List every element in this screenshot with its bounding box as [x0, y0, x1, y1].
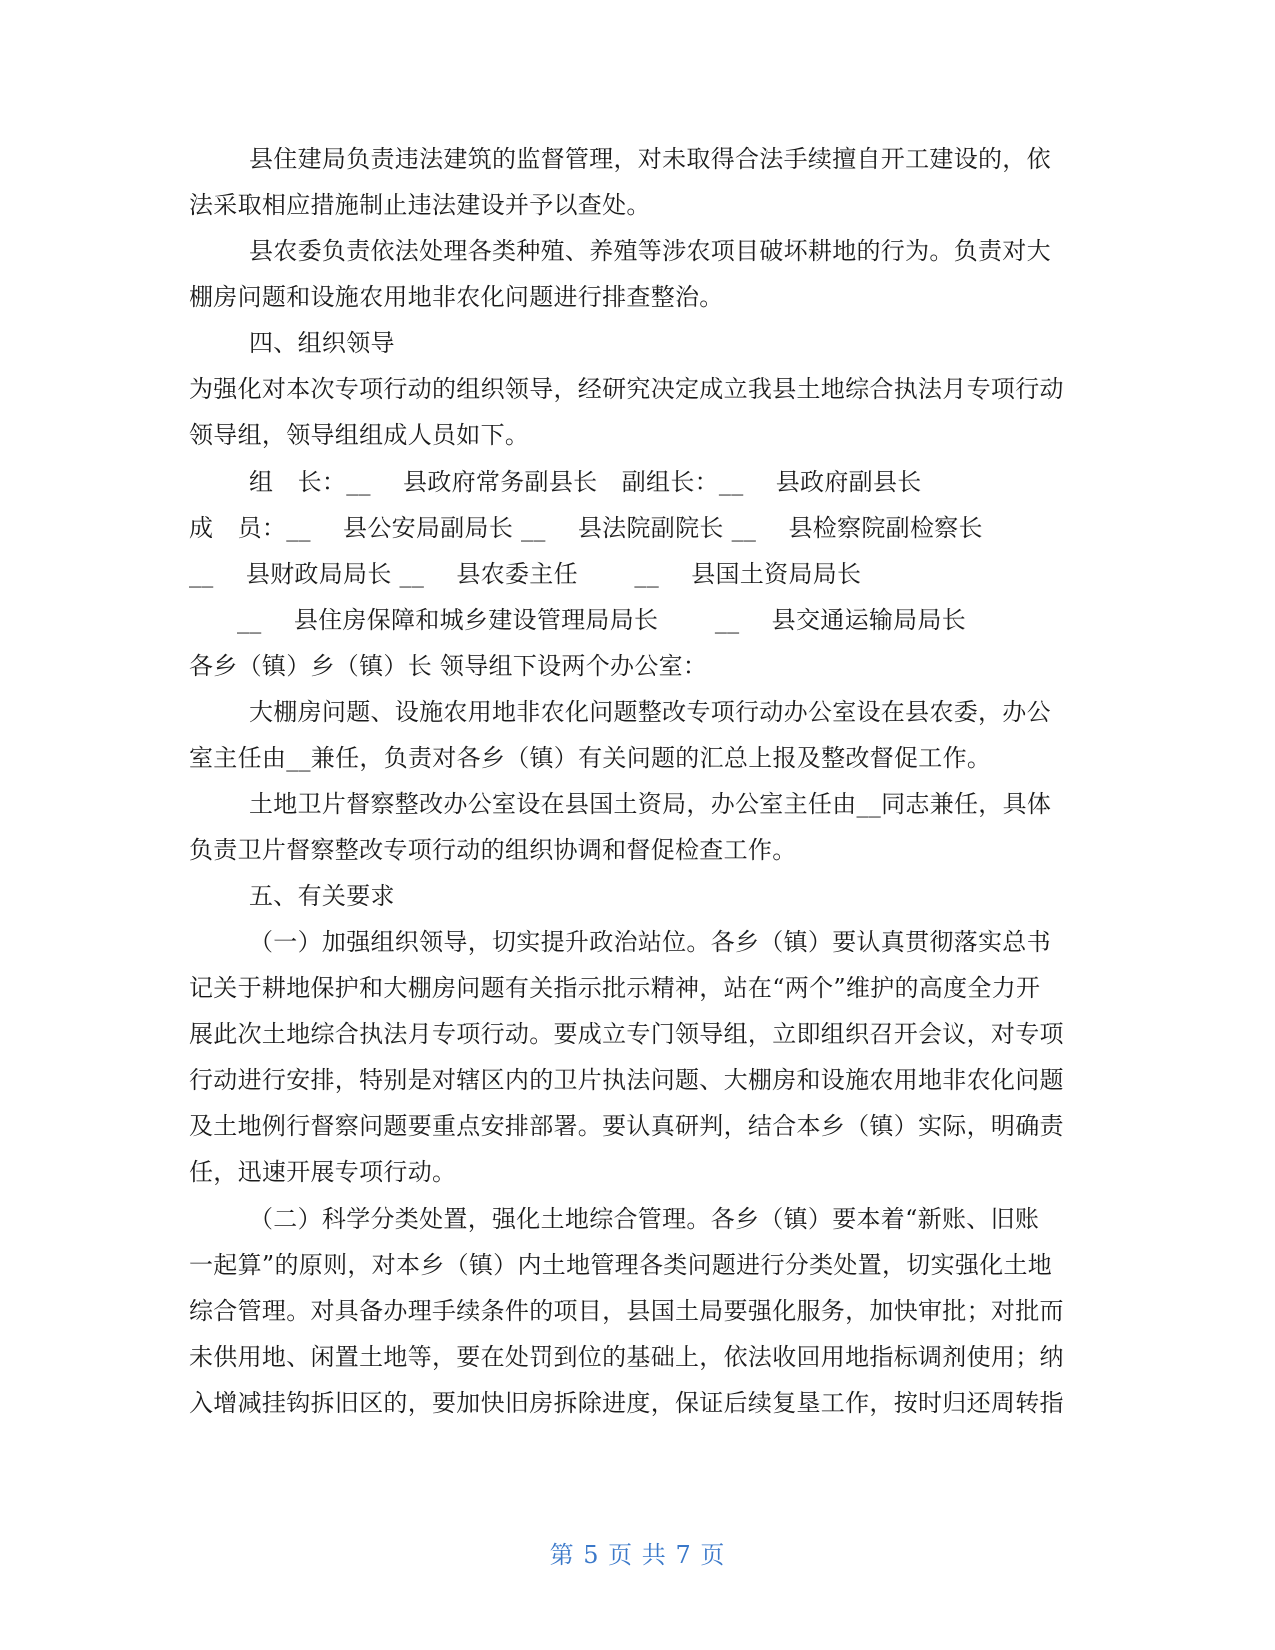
- body-line: （二）科学分类处置，强化土地综合管理。各乡（镇）要本着“新账、旧账: [249, 1205, 1040, 1233]
- body-line: 未供用地、闲置土地等，要在处罚到位的基础上，依法收回用地指标调剂使用；纳: [189, 1343, 1064, 1371]
- body-line: （一）加强组织领导，切实提升政治站位。各乡（镇）要认真贯彻落实总书: [249, 928, 1051, 956]
- page-number: 第 5 页 共 7 页: [549, 1541, 726, 1569]
- body-line: 行动进行安排，特别是对辖区内的卫片执法问题、大棚房和设施农用地非农化问题: [189, 1066, 1064, 1094]
- body-line: 记关于耕地保护和大棚房问题有关指示批示精神，站在“两个”维护的高度全力开: [189, 974, 1041, 1002]
- body-line: 入增减挂钩拆旧区的，要加快旧房拆除进度，保证后续复垦工作，按时归还周转指: [189, 1389, 1064, 1417]
- body-line: 领导组，领导组组成人员如下。: [189, 421, 530, 449]
- roster-line: 成 员：__ 县公安局副局长 __ 县法院副院长 __ 县检察院副检察长: [189, 514, 983, 542]
- section-heading: 五、有关要求: [249, 882, 395, 910]
- body-line: 综合管理。对具备办理手续条件的项目，县国土局要强化服务，加快审批；对批而: [189, 1297, 1064, 1325]
- body-line: 各乡（镇）乡（镇）长 领导组下设两个办公室：: [189, 652, 708, 680]
- body-line: 负责卫片督察整改专项行动的组织协调和督促检查工作。: [189, 836, 797, 864]
- section-heading: 四、组织领导: [249, 329, 395, 357]
- body-line: 县农委负责依法处理各类种殖、养殖等涉农项目破坏耕地的行为。负责对大: [249, 237, 1051, 265]
- roster-line: 组 长：__ 县政府常务副县长 副组长：__ 县政府副县长: [249, 468, 922, 496]
- body-line: 室主任由__兼任，负责对各乡（镇）有关问题的汇总上报及整改督促工作。: [189, 744, 992, 772]
- body-line: 土地卫片督察整改办公室设在县国土资局，办公室主任由__同志兼任，具体: [249, 790, 1052, 818]
- body-line: 及土地例行督察问题要重点安排部署。要认真研判，结合本乡（镇）实际，明确责: [189, 1112, 1064, 1140]
- body-line: 为强化对本次专项行动的组织领导，经研究决定成立我县土地综合执法月专项行动: [189, 375, 1064, 403]
- body-line: 大棚房问题、设施农用地非农化问题整改专项行动办公室设在县农委，办公: [249, 698, 1051, 726]
- body-line: 任，迅速开展专项行动。: [189, 1158, 457, 1186]
- body-line: 县住建局负责违法建筑的监督管理，对未取得合法手续擅自开工建设的，依: [249, 145, 1051, 173]
- body-line: 棚房问题和设施农用地非农化问题进行排查整治。: [189, 283, 724, 311]
- body-line: 法采取相应措施制止违法建设并予以查处。: [189, 191, 651, 219]
- roster-line: __ 县住房保障和城乡建设管理局局长 __ 县交通运输局局长: [237, 606, 967, 634]
- body-line: 展此次土地综合执法月专项行动。要成立专门领导组，立即组织召开会议，对专项: [189, 1020, 1064, 1048]
- roster-line: __ 县财政局局长 __ 县农委主任 __ 县国土资局局长: [189, 560, 862, 588]
- body-line: 一起算”的原则，对本乡（镇）内土地管理各类问题进行分类处置，切实强化土地: [189, 1251, 1053, 1279]
